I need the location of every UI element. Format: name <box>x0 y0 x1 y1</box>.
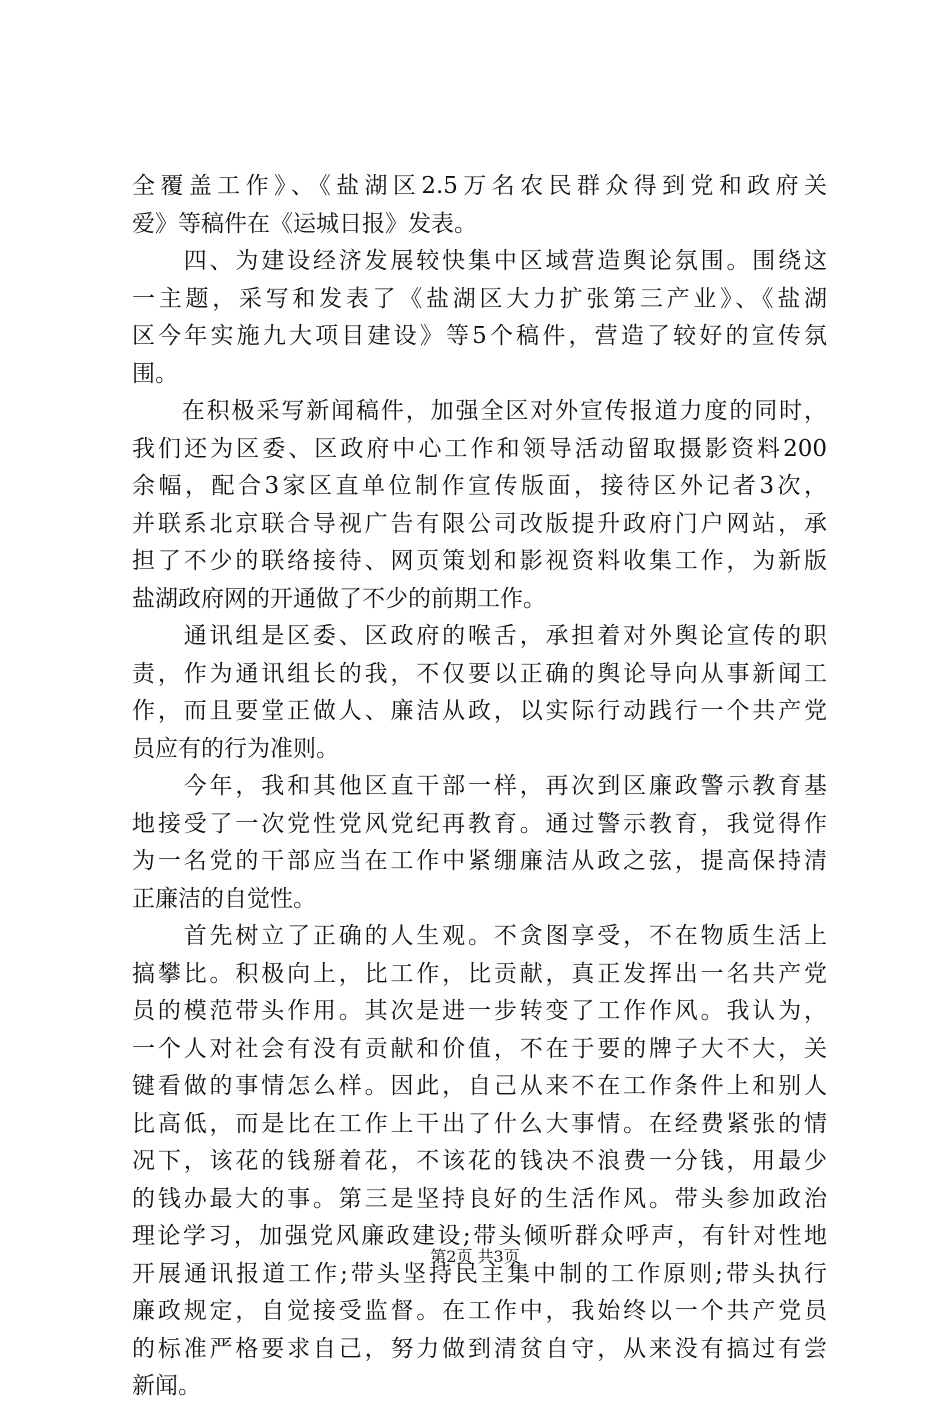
text-line: 通讯组是区委、区政府的喉舌，承担着对外舆论宣传的职 <box>132 623 827 649</box>
text-line: 爱》等稿件在《运城日报》发表。 <box>132 210 477 237</box>
text-line: 担了不少的联络接待、网页策划和影视资料收集工作，为新版 <box>132 548 827 574</box>
text-line: 员的模范带头作用。其次是进一步转变了工作作风。我认为， <box>132 998 827 1024</box>
text-line: 键看做的事情怎么样。因此，自己从来不在工作条件上和别人 <box>132 1073 827 1099</box>
page-number: 第2页 共3页 <box>430 1247 520 1266</box>
text-line: 今年，我和其他区直干部一样，再次到区廉政警示教育基 <box>132 773 827 799</box>
text-line: 作，而且要堂正做人、廉洁从政，以实际行动践行一个共产党 <box>132 698 827 724</box>
text-line: 区今年实施九大项目建设》等5个稿件，营造了较好的宣传氛 <box>132 323 827 349</box>
text-line: 的标准严格要求自己，努力做到清贫自守，从来没有搞过有尝 <box>132 1335 827 1362</box>
text-line: 况下，该花的钱掰着花，不该花的钱决不浪费一分钱，用最少 <box>132 1148 827 1174</box>
text-line: 比高低，而是比在工作上干出了什么大事情。在经费紧张的情 <box>132 1110 827 1137</box>
text-line: 开展通讯报道工作;带头坚持民主集中制的工作原则;带头执行 <box>132 1260 827 1287</box>
text-line: 新闻。 <box>132 1373 201 1399</box>
text-line: 首先树立了正确的人生观。不贪图享受，不在物质生活上 <box>132 923 827 949</box>
text-line: 我们还为区委、区政府中心工作和领导活动留取摄影资料200 <box>132 435 827 462</box>
text-line: 搞攀比。积极向上，比工作，比贡献，真正发挥出一名共产党 <box>132 960 827 987</box>
text-line: 一主题，采写和发表了《盐湖区大力扩张第三产业》、《盐湖 <box>132 285 827 312</box>
text-line: 正廉洁的自觉性。 <box>132 885 316 912</box>
text-line: 四、为建设经济发展较快集中区域营造舆论氛围。围绕这 <box>132 248 827 274</box>
page-footer <box>0 1244 950 1267</box>
document-body <box>132 168 827 1406</box>
text-line: 余幅，配合3家区直单位制作宣传版面，接待区外记者3次， <box>132 473 827 499</box>
text-line: 责，作为通讯组长的我，不仅要以正确的舆论导向从事新闻工 <box>132 660 827 687</box>
text-line: 理论学习，加强党风廉政建设;带头倾听群众呼声，有针对性地 <box>132 1223 827 1249</box>
text-line: 地接受了一次党性党风党纪再教育。通过警示教育，我觉得作 <box>132 810 827 837</box>
text-line: 廉政规定，自觉接受监督。在工作中，我始终以一个共产党员 <box>132 1298 827 1324</box>
text-line: 盐湖政府网的开通做了不少的前期工作。 <box>132 585 546 612</box>
text-line: 在积极采写新闻稿件，加强全区对外宣传报道力度的同时， <box>132 398 827 424</box>
text-line: 的钱办最大的事。第三是坚持良好的生活作风。带头参加政治 <box>132 1185 827 1212</box>
text-line: 为一名党的干部应当在工作中紧绷廉洁从政之弦，提高保持清 <box>132 848 827 874</box>
text-line: 并联系北京联合导视广告有限公司改版提升政府门户网站，承 <box>132 510 827 537</box>
text-line: 一个人对社会有没有贡献和价值，不在于要的牌子大不大，关 <box>132 1035 827 1062</box>
text-line: 围。 <box>132 360 178 387</box>
text-line: 全覆盖工作》、《盐湖区2.5万名农民群众得到党和政府关 <box>132 173 827 199</box>
text-line: 员应有的行为准则。 <box>132 735 339 762</box>
